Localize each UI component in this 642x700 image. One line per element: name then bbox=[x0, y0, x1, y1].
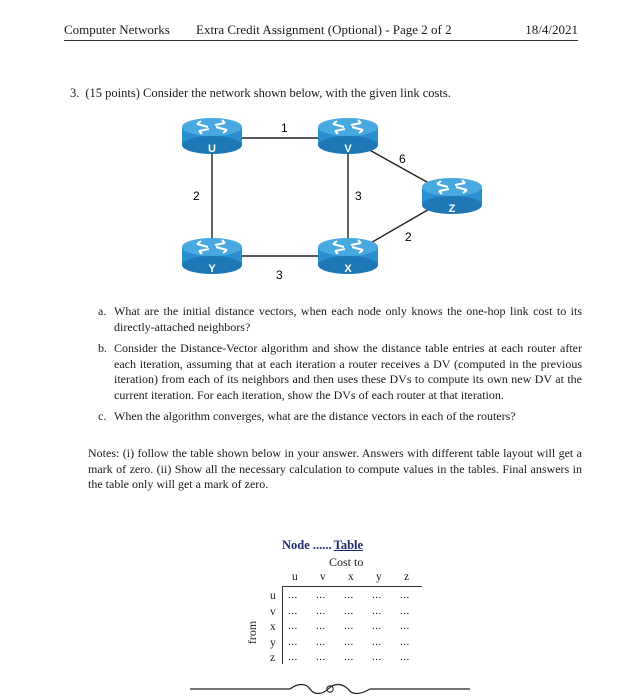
column-header-y: y bbox=[376, 571, 382, 583]
column-header-z: z bbox=[404, 571, 410, 583]
router-z-icon bbox=[422, 178, 482, 215]
table-title-node: Node bbox=[282, 538, 310, 552]
router-y-icon bbox=[182, 238, 242, 275]
table-cell-z-v: ... bbox=[316, 651, 326, 663]
header-date: 18/4/2021 bbox=[525, 22, 578, 37]
question-number: 3. bbox=[70, 86, 80, 100]
question-parts bbox=[98, 304, 582, 431]
end-ornament bbox=[190, 682, 470, 696]
table-cell-y-v: ... bbox=[316, 635, 326, 648]
table-cell-x-x: ... bbox=[344, 620, 354, 632]
table-cell-y-y: ... bbox=[372, 635, 382, 648]
cost-label-x-z: 2 bbox=[405, 230, 412, 244]
part-c-text: When the algorithm converges, what are the distance vectors in each of the routers? bbox=[114, 409, 516, 423]
table-cell-u-v: ... bbox=[316, 589, 326, 601]
router-v-icon bbox=[318, 118, 378, 155]
table-horizontal-rule bbox=[282, 586, 422, 587]
table-cell-y-x: ... bbox=[344, 635, 354, 648]
cost-label-y-x: 3 bbox=[276, 268, 283, 282]
table-cell-z-y: ... bbox=[372, 651, 382, 663]
part-a-text: What are the initial distance vectors, when each node only knows the one-hop link cost to its directly-attached neighbors? bbox=[114, 304, 582, 334]
table-cell-z-z: ... bbox=[400, 651, 410, 663]
table-cell-v-u: ... bbox=[288, 604, 298, 617]
table-cell-x-y: ... bbox=[372, 620, 382, 632]
table-title-word: Table bbox=[333, 538, 364, 552]
part-c-letter: c. bbox=[98, 409, 107, 423]
column-header-u: u bbox=[292, 571, 298, 583]
table-title-dots: ...... bbox=[312, 538, 332, 552]
cost-to-label: Cost to bbox=[329, 555, 364, 569]
part-a bbox=[98, 304, 582, 335]
table-cell-u-z: ... bbox=[400, 589, 410, 601]
router-x-label: X bbox=[344, 263, 352, 275]
header-assignment: Extra Credit Assignment (Optional) - Page 2 of 2 bbox=[196, 22, 452, 37]
table-vertical-rule bbox=[282, 586, 283, 664]
table-cell-z-u: ... bbox=[288, 651, 298, 663]
part-b-text: Consider the Distance-Vector algorithm and show the distance table entries at each router after each iteration, assuming that at each iteration a router receives a DV (computed in the previous iteration) from each of its neighbors and then uses these DVs to compute its own new DV at the current iteration. For each iteration, show the DVs of each router at that iteration. bbox=[114, 341, 582, 402]
row-header-x: x bbox=[270, 621, 276, 633]
cost-label-v-z: 6 bbox=[399, 152, 406, 166]
table-cell-y-z: ... bbox=[400, 635, 410, 648]
router-v-label: V bbox=[344, 143, 352, 155]
row-header-u: u bbox=[270, 590, 276, 602]
table-cell-v-y: ... bbox=[372, 604, 382, 617]
router-u-label: U bbox=[208, 143, 216, 155]
router-u-icon bbox=[182, 118, 242, 155]
table-cell-x-u: ... bbox=[288, 620, 298, 632]
router-z-label: Z bbox=[448, 203, 456, 215]
table-cell-u-x: ... bbox=[344, 589, 354, 601]
row-header-y: y bbox=[270, 636, 276, 649]
column-header-v: v bbox=[320, 571, 326, 583]
row-header-v: v bbox=[270, 605, 276, 618]
router-x-icon bbox=[318, 238, 378, 275]
notes-paragraph: Notes: (i) follow the table shown below in your answer. Answers with different table layout will get a mark of zero. (ii) Show all the necessary calculation to compute values in the tables. Final answers in the table only will get a mark of zero. bbox=[88, 446, 582, 491]
table-cell-u-y: ... bbox=[372, 589, 382, 601]
table-cell-x-v: ... bbox=[316, 620, 326, 632]
table-cell-v-z: ... bbox=[400, 604, 410, 617]
table-cell-u-u: ... bbox=[288, 589, 298, 601]
part-c bbox=[98, 409, 582, 425]
table-cell-z-x: ... bbox=[344, 651, 354, 663]
header-course: Computer Networks bbox=[64, 22, 170, 37]
table-cell-v-v: ... bbox=[316, 604, 326, 617]
part-a-letter: a. bbox=[98, 304, 107, 318]
cost-label-u-y: 2 bbox=[193, 189, 200, 203]
table-title bbox=[282, 538, 363, 553]
from-label: from bbox=[245, 620, 260, 645]
question-text: (15 points) Consider the network shown below, with the given link costs. bbox=[85, 86, 451, 100]
router-y-label: Y bbox=[208, 263, 216, 275]
table-cell-y-u: ... bbox=[288, 635, 298, 648]
part-b-letter: b. bbox=[98, 341, 107, 355]
cost-label-v-x: 3 bbox=[355, 189, 362, 203]
table-cell-v-x: ... bbox=[344, 604, 354, 617]
row-header-z: z bbox=[270, 652, 276, 664]
column-header-x: x bbox=[348, 571, 354, 583]
table-cell-x-z: ... bbox=[400, 620, 410, 632]
cost-label-u-v: 1 bbox=[281, 121, 288, 135]
network-diagram bbox=[0, 0, 642, 300]
part-b bbox=[98, 341, 582, 403]
